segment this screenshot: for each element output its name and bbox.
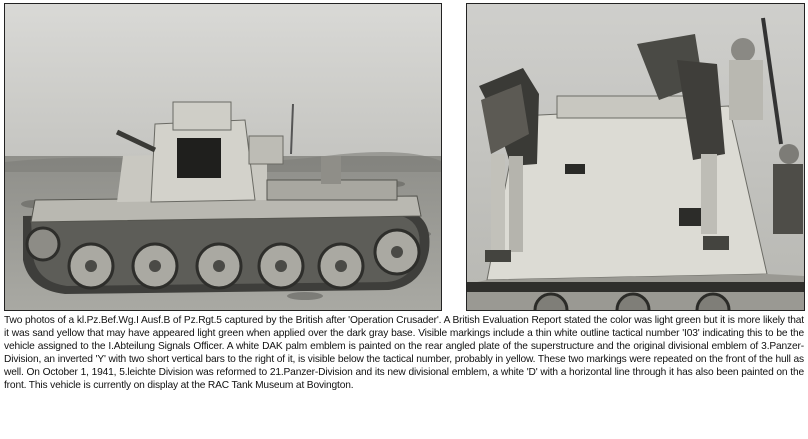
soldiers-illustration: [467, 4, 804, 310]
photo-caption: Two photos of a kl.Pz.Bef.Wg.I Ausf.B of Pz.Rgt.5 captured by the British after 'Operation Crusader'. A British Evaluation Report stated the color was light green but it is more likely that it was sand yellow that may have appeared light green when applied over the dark gray base. Visible markings include a thin white outline tactical number 'I03' indicating this to be the vehicle assigned to the I.Abteilung Signals Officer. A white DAK palm emblem is painted on the rear angled plate of the superstructure and the original divisional emblem of 3.Panzer-Division, an inverted 'Y' with two short vertical bars to the right of it, is visible below the tactical number, probably in yellow. These two markings were repeated on the front of the hull as well. On October 1, 1941, 5.leichte Division was reformed to 21.Panzer-Division and its new divisional emblem, a white 'D' with a horizontal line through it has also been painted on the front. This vehicle is currently on display at the RAC Tank Museum at Bovington.: [4, 315, 804, 391]
tank-side-photo: [4, 3, 442, 311]
tank-side-illustration: [5, 4, 441, 310]
soldiers-on-tank-photo: [466, 3, 805, 311]
